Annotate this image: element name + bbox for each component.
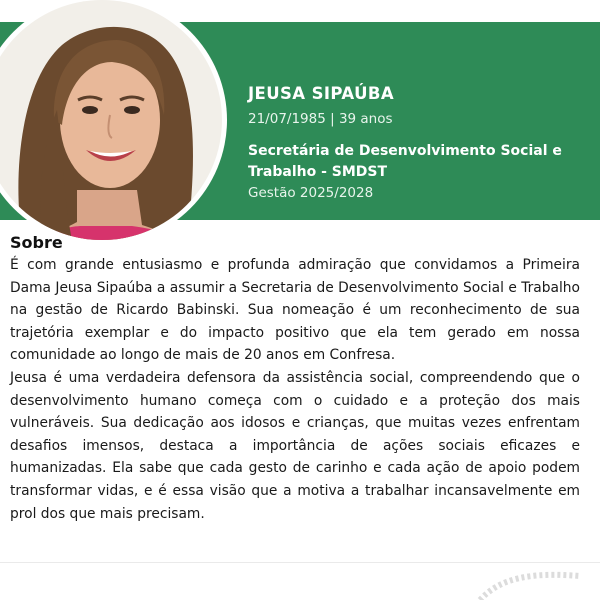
- profile-term: Gestão 2025/2028: [248, 185, 374, 201]
- profile-header: [248, 84, 593, 203]
- about-title: Sobre: [10, 233, 63, 252]
- about-paragraph-1: É com grande entusiasmo e profunda admiração que convidamos a Primeira Dama Jeusa Sipaúba a assumir a Secretaria de Desenvolvimento Social e Trabalho na gestão de Ricardo Babinski. Sua nomeação é um reconhecimento de sua trajetória exemplar e do impacto positivo que ela tem gerado em nossa comunidade ao longo de mais de 20 anos em Confresa.: [10, 257, 580, 364]
- about-paragraph-2: Jeusa é uma verdadeira defensora da assistência social, compreendendo que o desenvolvimento humano começa com o cuidado e a proteção dos mais vulneráveis. Sua dedicação aos idosos e crianças, que muitas vezes enfrentam desafios imensos, destaca a importância de ações sociais eficazes e humanizadas. Ela sabe que cada gesto de carinho e cada ação de apoio podem transformar vidas, e é essa visão que a motiva a trabalhar incansavelmente em prol dos que mais precisam.: [10, 369, 580, 522]
- about-section: [10, 233, 580, 525]
- footer-divider: [0, 562, 600, 563]
- profile-name: JEUSA SIPAÚBA: [248, 84, 395, 103]
- profile-department: Secretária de Desenvolvimento Social e Trabalho - SMDST: [248, 143, 562, 180]
- decorative-watermark: [470, 570, 590, 600]
- profile-dob-age: 21/07/1985 | 39 anos: [248, 111, 393, 127]
